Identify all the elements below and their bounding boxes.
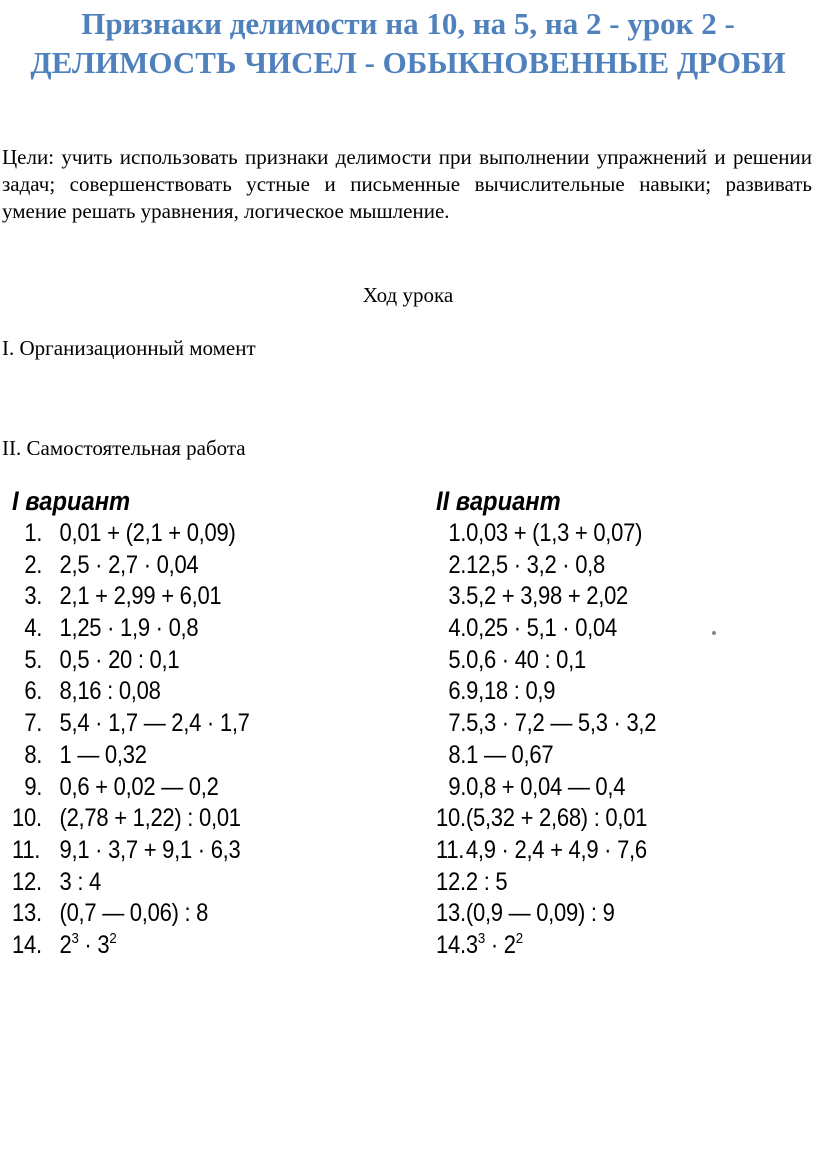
exercise-item [12,518,250,550]
exercise-item [12,803,250,835]
exercise-number: 13. [12,899,42,928]
exercise-number: 6. [448,677,467,706]
exercise-expression: 0,25 · 5,1 · 0,04 [466,614,617,643]
exercise-item [436,740,656,772]
exercise-expression: 1 — 0,67 [466,740,554,769]
exercise-number: 2. [24,550,43,579]
variant-1-title: I вариант [12,486,131,516]
exercise-expression: 0,6 + 0,02 — 0,2 [59,772,219,801]
exercise-item [436,645,656,677]
exercise-number: 9. [448,772,467,801]
variant-2-title: II вариант [436,486,561,516]
exercise-number: 9. [24,772,43,801]
exercise-item [436,803,656,835]
exercise-expression: 0,5 · 20 : 0,1 [59,645,180,674]
exercise-number: 3. [448,582,467,611]
exercise-expression: 12,5 · 3,2 · 0,8 [466,550,606,579]
exercise-expression: 8,16 : 0,08 [59,677,161,706]
exercise-item [436,898,656,930]
exercise-item [436,930,656,962]
exercise-expression: (0,9 — 0,09) : 9 [465,899,615,928]
exercise-expression: 3 : 4 [59,867,102,896]
power-base: 3 [97,930,110,959]
exercise-item [436,772,656,804]
exercise-number: 11. [436,835,465,864]
exercise-item [12,645,250,677]
exercise-expression: 1,25 · 1,9 · 0,8 [59,614,199,643]
exercise-number: 13. [436,899,466,928]
exercise-number: 5. [24,645,43,674]
course-heading: Ход урока [362,283,454,307]
exercise-number: 12. [12,867,42,896]
section-organizational-moment: I. Организационный момент [2,336,256,360]
exercise-number: 4. [24,614,43,643]
exercise-expression: 9,18 : 0,9 [466,677,556,706]
exercise-item [436,518,656,550]
exercise-number: 11. [12,835,41,864]
exercise-expression: 2,5 · 2,7 · 0,04 [59,550,199,579]
exponent: 3 [477,929,485,947]
exercise-expression: 9,1 · 3,7 + 9,1 · 6,3 [59,835,241,864]
exercise-item [12,581,250,613]
exponent: 2 [515,929,523,947]
exercise-item [12,772,250,804]
exercise-number: 10. [12,804,42,833]
exercise-number: 8. [448,740,467,769]
exercise-number: 12. [436,867,466,896]
exercise-number: 3. [24,582,43,611]
exercise-item [12,550,250,582]
exercise-expression: 5,2 + 3,98 + 2,02 [466,582,629,611]
exercise-item [12,867,250,899]
exercise-expression: (0,7 — 0,06) : 8 [59,899,209,928]
exercise-number: 8. [24,740,43,769]
exercise-expression: 2 : 5 [465,867,508,896]
exercise-expression: 0,8 + 0,04 — 0,4 [466,772,626,801]
exercise-expression: 0,03 + (1,3 + 0,07) [466,519,643,547]
exercise-expression: (2,78 + 1,22) : 0,01 [59,804,241,833]
exercise-item [12,740,250,772]
power-base: 2 [503,930,516,959]
operator: · [484,930,504,959]
exercise-item [436,835,656,867]
operator: · [78,930,98,959]
exercise-item [12,930,250,962]
exercise-number: 4. [448,614,467,643]
scan-speck [712,631,716,635]
variant-2-block [436,486,686,962]
exercise-expression: 5,3 · 7,2 — 5,3 · 3,2 [466,709,657,738]
exercise-number: 14. [12,930,42,959]
exercise-item [12,898,250,930]
exercise-expression: 1 — 0,32 [59,740,147,769]
variant-1-block [12,486,282,962]
power-base: 2 [59,930,72,959]
variant-2-exercise-list [436,518,686,962]
exercise-item [12,613,250,645]
exercise-item [12,835,250,867]
exercise-item [12,676,250,708]
exercise-item [436,550,656,582]
exercise-number: 7. [448,709,467,738]
exponent: 2 [109,929,117,947]
page-title: Признаки делимости на 10, на 5, на 2 - урок 2 - ДЕЛИМОСТЬ ЧИСЕЛ - ОБЫКНОВЕННЫЕ ДРОБИ [30,6,786,80]
exercise-item [12,708,250,740]
exercise-number: 7. [24,709,43,738]
exercise-number: 1. [24,519,43,547]
exercise-number: 14. [436,930,466,959]
exercise-expression: 0,01 + (2,1 + 0,09) [59,519,236,547]
exponent: 3 [71,929,79,947]
exercise-item [436,581,656,613]
exercise-expression: 4,9 · 2,4 + 4,9 · 7,6 [465,835,647,864]
exercise-number: 6. [24,677,43,706]
exercise-number: 5. [448,645,467,674]
exercise-item [436,676,656,708]
exercise-item [436,613,656,645]
exercise-item [436,867,656,899]
exercise-expression: (5,32 + 2,68) : 0,01 [465,804,648,833]
exercise-number: 1. [448,519,467,547]
exercise-expression: 5,4 · 1,7 — 2,4 · 1,7 [59,709,250,738]
section-independent-work: II. Самостоятельная работа [2,436,246,460]
lesson-goals: Цели: учить использовать признаки делимости при выполнении упражнений и решении задач; совершенствовать устные и письменные вычислительные навыки; развивать умение решать уравнения, логическое мышление. [2,145,812,223]
exercise-number: 2. [448,550,467,579]
exercise-item [436,708,656,740]
power-base: 3 [465,930,478,959]
variant-1-exercise-list [12,518,282,962]
exercise-expression: 2,1 + 2,99 + 6,01 [59,582,222,611]
exercise-number: 10. [436,804,466,833]
exercise-expression: 0,6 · 40 : 0,1 [466,645,586,674]
